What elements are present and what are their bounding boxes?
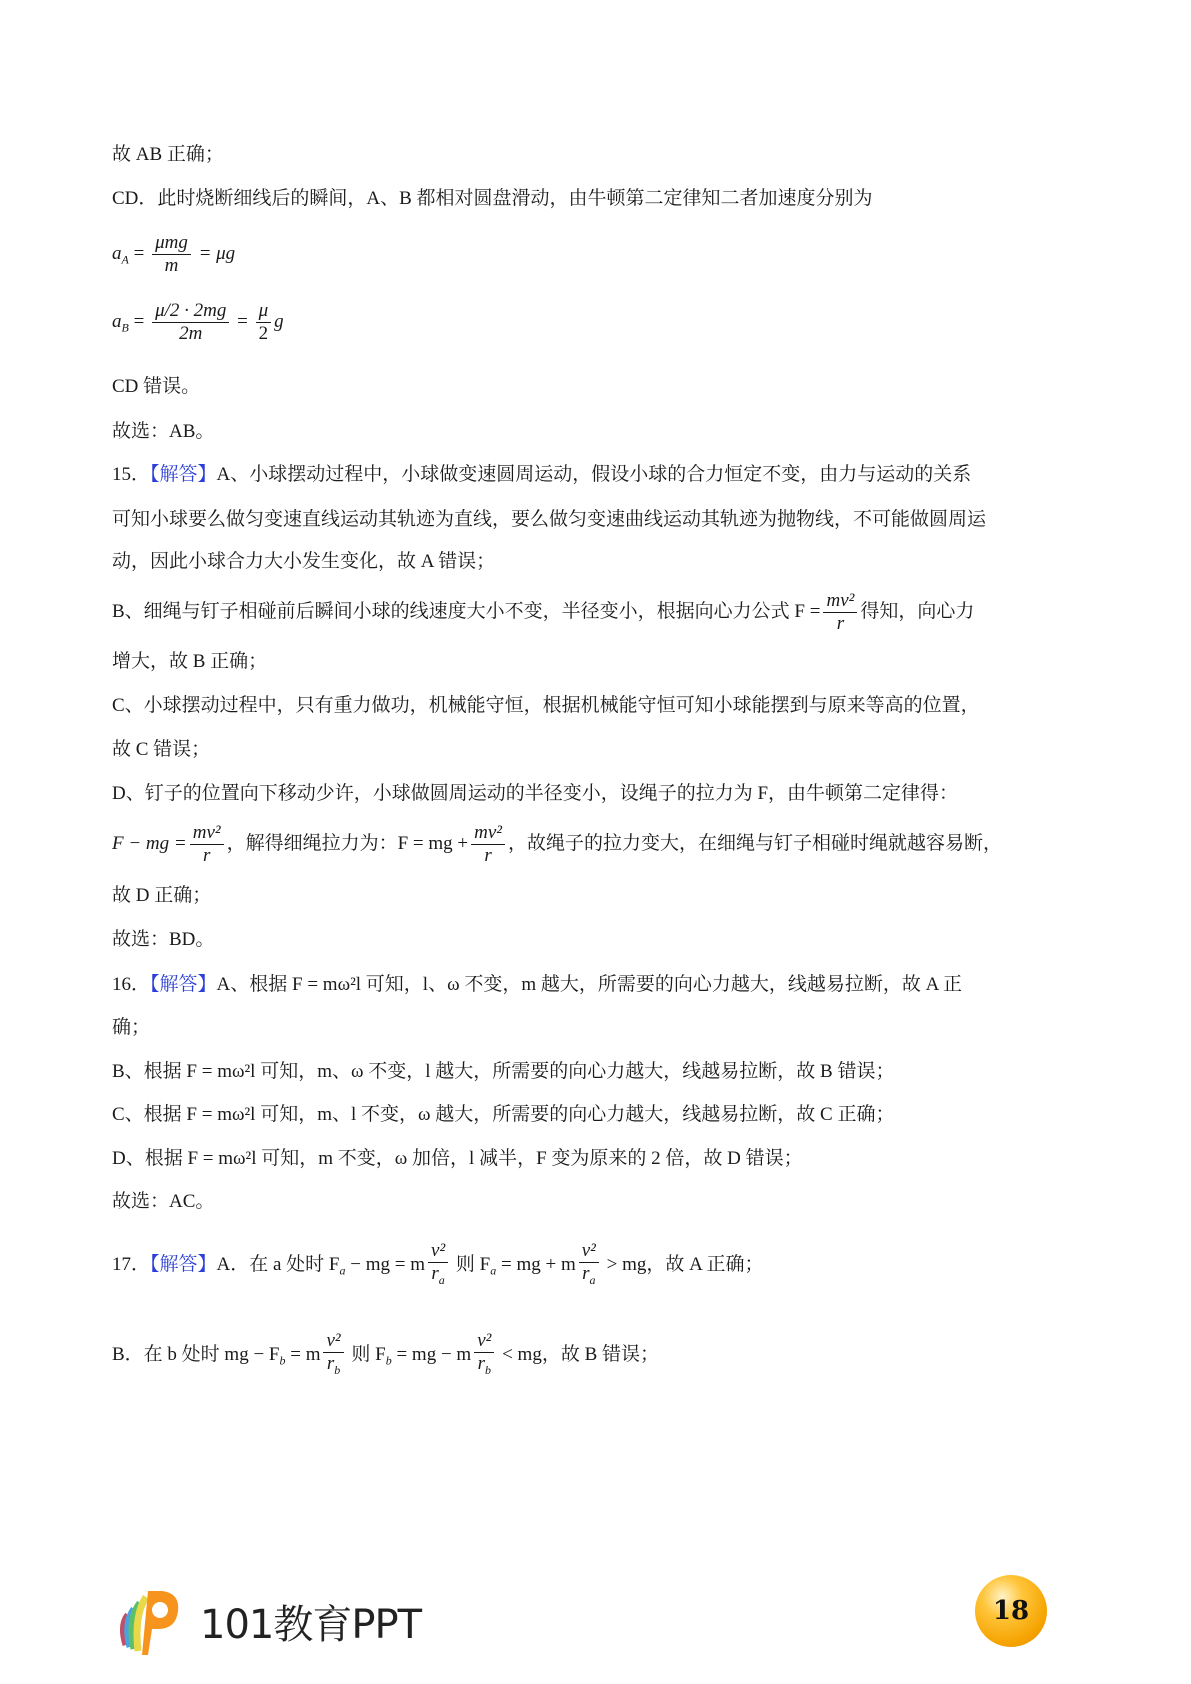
answer-tag: 【解答】	[150, 974, 217, 995]
text: 则 F	[451, 1253, 491, 1275]
question-number: 16．	[112, 974, 151, 995]
text: > mg，故 A 正确；	[601, 1253, 764, 1275]
text: ，解得细绳拉力为：F = mg +	[226, 832, 469, 854]
fraction	[152, 232, 191, 277]
eq-tail: g	[274, 310, 284, 332]
answer-tag: 【解答】	[150, 1253, 217, 1275]
text-line: 确；	[112, 1017, 151, 1038]
fraction	[190, 822, 224, 867]
text: = mg + m	[496, 1253, 576, 1275]
text-line: 动，因此小球合力大小发生变化，故 A 错误；	[112, 551, 496, 572]
text: = m	[285, 1343, 321, 1365]
numerator: v²	[323, 1330, 343, 1353]
text: F − mg =	[112, 832, 187, 854]
text-line: C、小球摆动过程中，只有重力做功，机械能守恒，根据机械能守恒可知小球能摆到与原来等高的位置，	[112, 695, 980, 716]
q15-line	[112, 463, 971, 487]
eq-lhs: a	[112, 242, 122, 264]
numerator: μmg	[152, 232, 191, 255]
question-number: 15．	[112, 464, 151, 485]
q17-b-line	[112, 1330, 659, 1381]
text-line: CD．此时烧断细线后的瞬间，A、B 都相对圆盘滑动，由牛顿第二定律知二者加速度分别为	[112, 188, 873, 209]
text-line: CD 错误。	[112, 376, 201, 397]
brand-name: 101教育PPT	[200, 1601, 422, 1648]
numerator: μ	[256, 300, 272, 323]
numerator: μ/2 · 2mg	[152, 300, 229, 323]
text-line: C、根据 F = mω²l 可知，m、l 不变，ω 越大，所需要的向心力越大，线越易拉断，故 C 正确；	[112, 1104, 895, 1125]
text-line: B、根据 F = mω²l 可知，m、ω 不变，l 越大，所需要的向心力越大，线越易拉断，故 B 错误；	[112, 1061, 895, 1082]
fraction	[323, 1330, 343, 1381]
eq-rhs: = μg	[198, 242, 236, 264]
question-number: 17．	[112, 1253, 151, 1275]
text-line: 可知小球要么做匀变速直线运动其轨迹为直线，要么做匀变速曲线运动其轨迹为抛物线，不可能做圆周运	[112, 509, 987, 530]
equation-aA: $a_A$ = $\frac{\text{μmg}}{m}$ = μg	[112, 232, 236, 276]
answer-tag: 【解答】	[150, 464, 217, 485]
text: = mg − m	[391, 1343, 472, 1365]
sub: a	[490, 1263, 497, 1278]
fraction	[474, 1330, 494, 1381]
denominator: $r_b$	[477, 1353, 491, 1377]
text-line: 故 D 正确；	[112, 885, 212, 906]
fraction	[256, 300, 272, 345]
answer-line: 故选：AC。	[112, 1191, 215, 1212]
text-line: D、钉子的位置向下移动少许，小球做圆周运动的半径变小，设绳子的拉力为 F，由牛顿第二定律得：	[112, 783, 959, 804]
text: A．在 a 处时 F	[216, 1253, 340, 1275]
denominator: $r_b$	[326, 1353, 341, 1377]
text: A、小球摆动过程中，小球做变速圆周运动，假设小球的合力恒定不变，由力与运动的关系	[216, 464, 972, 485]
denominator: r	[484, 845, 492, 866]
text-line: 增大，故 B 正确；	[112, 651, 268, 672]
brand-logo	[118, 1585, 421, 1657]
q15-b-line	[112, 590, 974, 635]
q17-a-line	[112, 1240, 764, 1291]
page-number: 18	[992, 1596, 1030, 1626]
denominator: m	[164, 255, 179, 276]
eq-sub: B	[121, 320, 129, 335]
text: 则 F	[346, 1343, 386, 1365]
text-line: D、根据 F = mω²l 可知，m 不变，ω 加倍，l 减半，F 变为原来的 2 倍，故 D 错误；	[112, 1148, 803, 1169]
fraction	[823, 590, 857, 635]
text: ，故绳子的拉力变大，在细绳与钉子相碰时绳就越容易断，	[507, 832, 1002, 854]
numerator: v²	[428, 1240, 448, 1263]
numerator: v²	[474, 1330, 494, 1353]
sub: a	[339, 1263, 346, 1278]
numerator: v²	[579, 1240, 599, 1263]
text: A、根据 F = mω²l 可知，l、ω 不变，m 越大，所需要的向心力越大，线越易拉断，故 A 正	[216, 974, 963, 995]
q15-d-eq-line	[112, 822, 1002, 867]
eq-lhs: a	[112, 310, 122, 332]
q16-line	[112, 973, 962, 997]
answer-line: 故选：BD。	[112, 929, 215, 950]
text: − mg = m	[345, 1253, 426, 1275]
fraction	[152, 300, 229, 345]
sub: b	[279, 1353, 286, 1368]
fraction	[579, 1240, 599, 1291]
denominator: 2m	[179, 323, 203, 344]
numerator: mv²	[190, 822, 224, 845]
numerator: mv²	[471, 822, 505, 845]
text: 得知，向心力	[860, 600, 975, 622]
logo-p-icon	[118, 1585, 180, 1657]
denominator: 2	[258, 323, 269, 344]
fraction	[428, 1240, 448, 1291]
denominator: $r_a$	[431, 1263, 445, 1287]
numerator: mv²	[823, 590, 857, 613]
answer-line: 故选：AB。	[112, 421, 215, 442]
sub: b	[385, 1353, 392, 1368]
denominator: $r_a$	[582, 1263, 596, 1287]
fraction	[471, 822, 505, 867]
text-line: 故 C 错误；	[112, 739, 211, 760]
eq-sub: A	[121, 252, 129, 267]
text: B、细绳与钉子相碰前后瞬间小球的线速度大小不变，半径变小，根据向心力公式 F =	[112, 600, 821, 622]
denominator: r	[202, 845, 211, 866]
text: < mg，故 B 错误；	[497, 1343, 660, 1365]
text-line: 故 AB 正确；	[112, 144, 224, 165]
equation-aB: $a_B$ = $\frac{\mu/2 \cdot 2mg}{2m}$ = $\frac{\mu}{2}$ g	[112, 300, 284, 344]
page-number-badge	[975, 1575, 1047, 1647]
denominator: r	[836, 613, 845, 634]
text: B．在 b 处时 mg − F	[112, 1343, 280, 1365]
